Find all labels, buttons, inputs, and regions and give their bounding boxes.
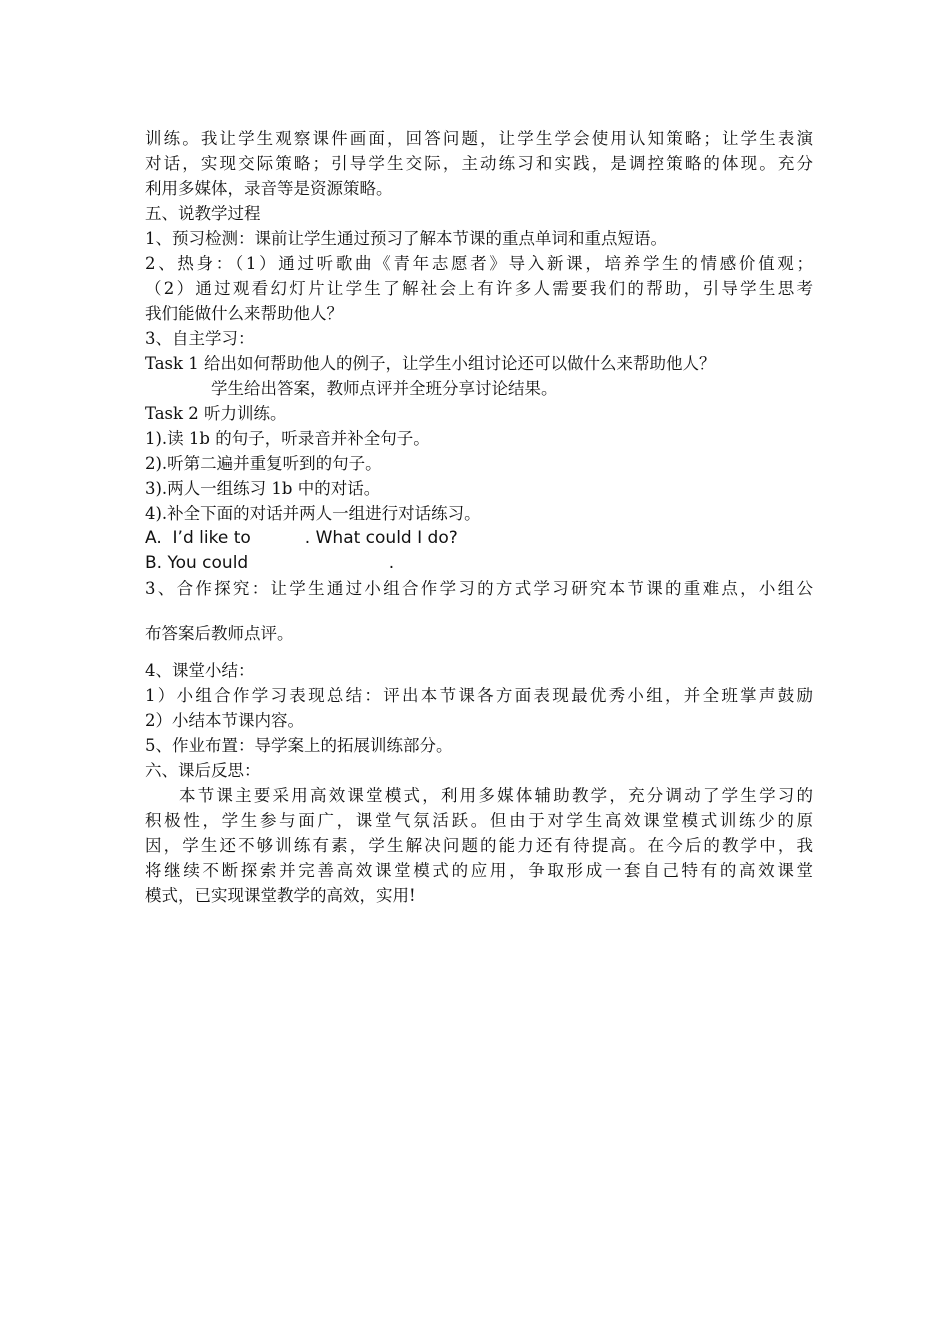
text-line: 我们能做什么来帮助他人？: [145, 304, 343, 323]
list-item: 2）小结本节课内容。: [145, 711, 304, 730]
document-body: [145, 126, 813, 908]
text-line: 将继续不断探索并完善高效课堂模式的应用，争取形成一套自己特有的高效课堂: [145, 861, 813, 880]
text-line: 3、合作探究：让学生通过小组合作学习的方式学习研究本节课的重难点，小组公: [145, 579, 813, 598]
text-line: 对话，实现交际策略；引导学生交际，主动练习和实践，是调控策略的体现。充分: [145, 154, 813, 173]
list-item: 4).补全下面的对话并两人一组进行对话练习。: [145, 504, 481, 523]
list-item: 1).读 1b 的句子，听录音并补全句子。: [145, 429, 430, 448]
dialogue-line: B. You could .: [145, 553, 395, 573]
task-line: Task 1 给出如何帮助他人的例子，让学生小组讨论还可以做什么来帮助他人？: [145, 354, 716, 373]
text-line: 5、作业布置：导学案上的拓展训练部分。: [145, 736, 453, 755]
text-line: 布答案后教师点评。: [145, 624, 294, 643]
text-line: 利用多媒体，录音等是资源策略。: [145, 179, 393, 198]
section-heading: 五、说教学过程: [145, 204, 261, 223]
text-line: 2、热身：（1）通过听歌曲《青年志愿者》导入新课，培养学生的情感价值观；: [145, 254, 813, 273]
text-line: 本节课主要采用高效课堂模式，利用多媒体辅助教学，充分调动了学生学习的: [179, 786, 813, 805]
list-item: 2).听第二遍并重复听到的句子。: [145, 454, 382, 473]
list-item: 3).两人一组练习 1b 中的对话。: [145, 479, 381, 498]
list-item: 1）小组合作学习表现总结：评出本节课各方面表现最优秀小组，并全班掌声鼓励: [145, 686, 813, 705]
text-line: 积极性，学生参与面广，课堂气氛活跃。但由于对学生高效课堂模式训练少的原: [145, 811, 813, 830]
section-heading: 4、课堂小结：: [145, 661, 255, 680]
text-line: 模式，已实现课堂教学的高效，实用!: [145, 886, 416, 905]
text-line: 学生给出答案，教师点评并全班分享讨论结果。: [211, 379, 558, 398]
section-heading: 六、课后反思：: [145, 761, 261, 780]
text-line: 1、预习检测：课前让学生通过预习了解本节课的重点单词和重点短语。: [145, 229, 667, 248]
text-line: 因，学生还不够训练有素，学生解决问题的能力还有待提高。在今后的教学中，我: [145, 836, 813, 855]
task-line: Task 2 听力训练。: [145, 404, 287, 423]
dialogue-line: A. I’d like to . What could I do?: [145, 528, 458, 548]
text-line: （2）通过观看幻灯片让学生了解社会上有许多人需要我们的帮助，引导学生思考: [145, 279, 813, 298]
text-line: 3、自主学习：: [145, 329, 255, 348]
text-line: 训练。我让学生观察课件画面，回答问题，让学生学会使用认知策略；让学生表演: [145, 129, 813, 148]
